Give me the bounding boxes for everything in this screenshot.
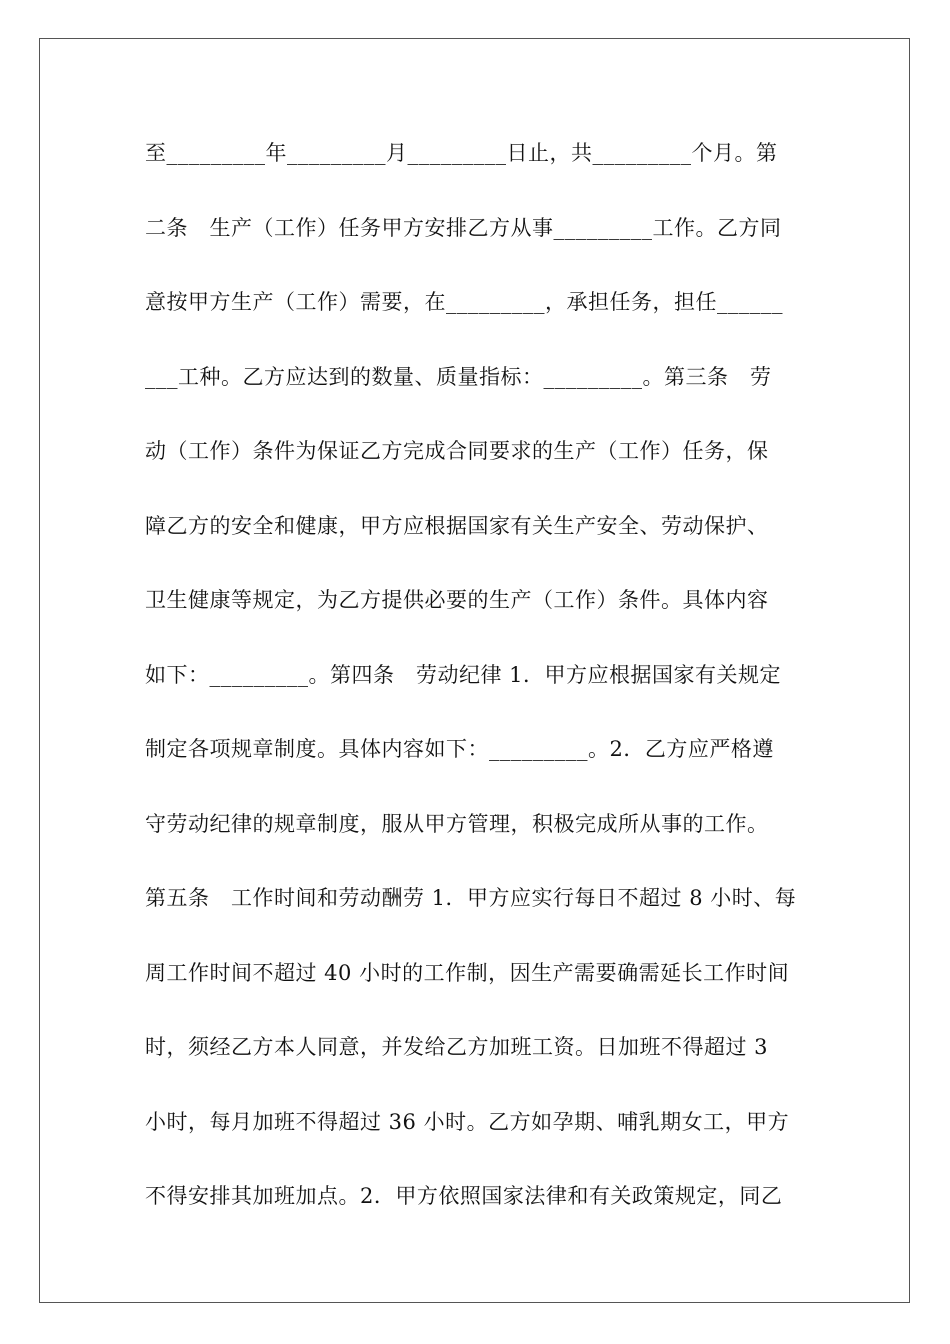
text-line: 卫生健康等规定，为乙方提供必要的生产（工作）条件。具体内容 [145, 588, 769, 612]
contract-body-text [145, 135, 825, 1253]
text-line: 如下：_________。第四条 劳动纪律 1．甲方应根据国家有关规定 [145, 662, 782, 687]
text-line: 二条 生产（工作）任务甲方安排乙方从事_________工作。乙方同 [145, 215, 782, 240]
text-line: 守劳动纪律的规章制度，服从甲方管理，积极完成所从事的工作。 [145, 811, 769, 836]
text-line: 动（工作）条件为保证乙方完成合同要求的生产（工作）任务，保 [145, 439, 769, 463]
text-line: 小时，每月加班不得超过 36 小时。乙方如孕期、哺乳期女工，甲方 [145, 1109, 790, 1134]
text-line: ___工种。乙方应达到的数量、质量指标：_________。第三条 劳 [145, 364, 772, 389]
text-line: 时，须经乙方本人同意，并发给乙方加班工资。日加班不得超过 3 [145, 1035, 769, 1059]
text-line: 周工作时间不超过 40 小时的工作制，因生产需要确需延长工作时间 [145, 960, 790, 985]
text-line: 意按甲方生产（工作）需要，在_________，承担任务，担任______ [145, 290, 783, 314]
text-line: 制定各项规章制度。具体内容如下：_________。2．乙方应严格遵 [145, 737, 774, 761]
text-line: 至_________年_________月_________日止，共_________个月。第 [145, 141, 778, 165]
text-line: 不得安排其加班加点。2．甲方依照国家法律和有关政策规定，同乙 [145, 1184, 783, 1208]
text-line: 第五条 工作时间和劳动酬劳 1．甲方应实行每日不超过 8 小时、每 [145, 886, 797, 910]
text-line: 障乙方的安全和健康，甲方应根据国家有关生产安全、劳动保护、 [145, 513, 769, 538]
